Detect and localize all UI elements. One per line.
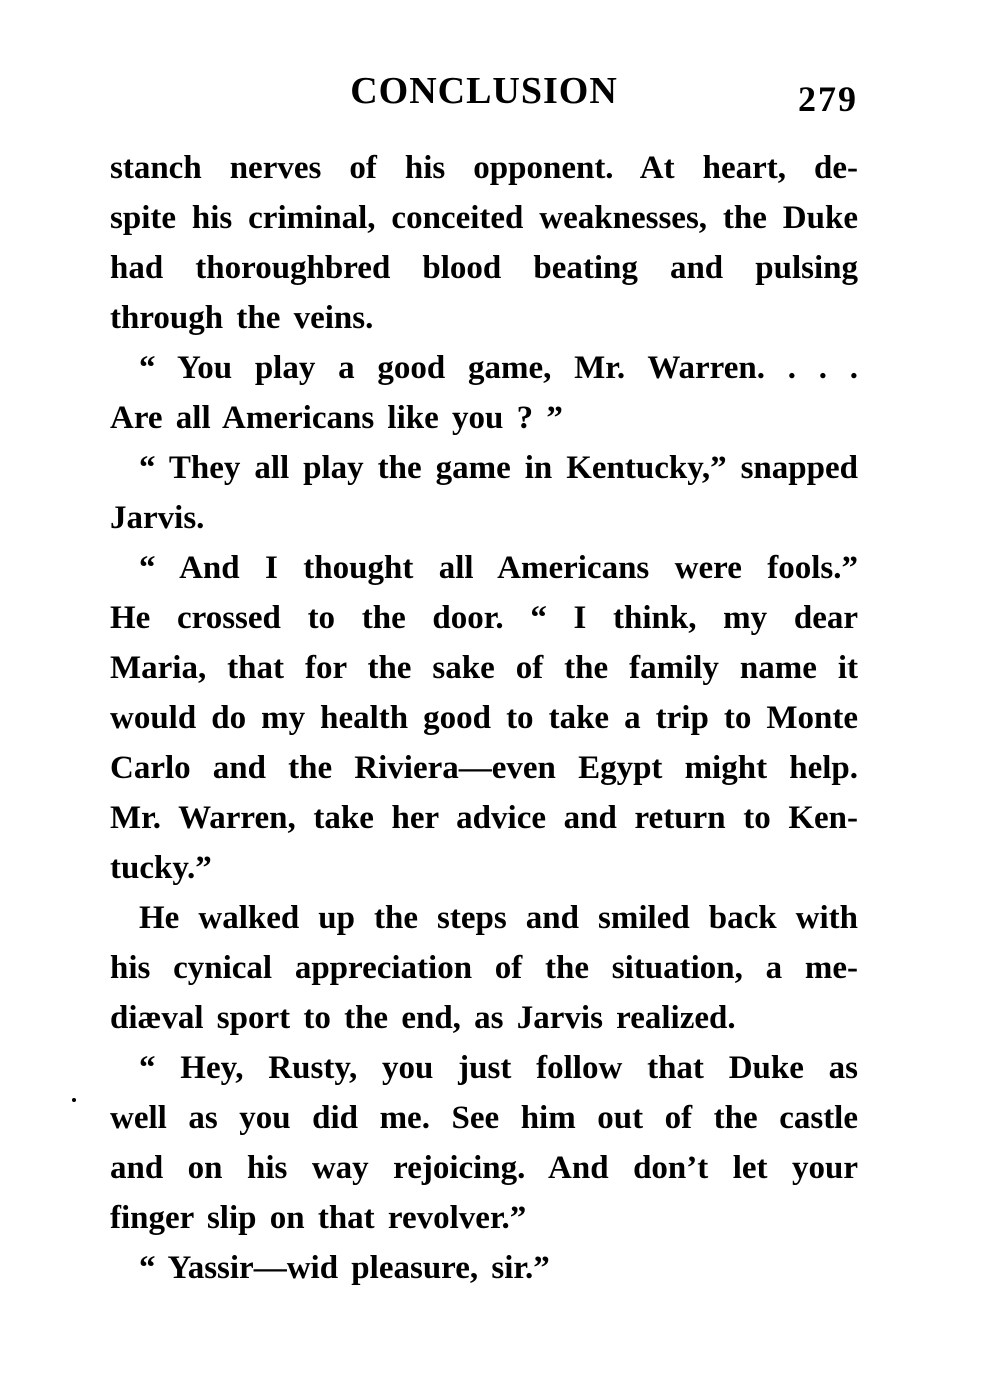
text-line: Maria, that for the sake of the family name it bbox=[110, 650, 858, 686]
text-line: his cynical appreciation of the situation, a me- bbox=[110, 950, 858, 986]
text-line: He crossed to the door. “ I think, my dear bbox=[110, 600, 858, 636]
text-line: “ And I thought all Americans were fools.” bbox=[139, 550, 858, 586]
text-line: well as you did me. See him out of the castle bbox=[110, 1100, 858, 1136]
text-line: would do my health good to take a trip to Monte bbox=[110, 700, 858, 736]
text-line: “ Hey, Rusty, you just follow that Duke as bbox=[139, 1050, 858, 1086]
text-line: and on his way rejoicing. And don’t let your bbox=[110, 1150, 858, 1186]
text-line: Jarvis. bbox=[110, 500, 205, 536]
page-body bbox=[110, 143, 858, 1293]
text-line: through the veins. bbox=[110, 300, 374, 336]
running-header bbox=[110, 69, 858, 119]
text-line: stanch nerves of his opponent. At heart, de- bbox=[110, 150, 858, 186]
text-line: Mr. Warren, take her advice and return to Ken- bbox=[110, 800, 858, 836]
text-line: Are all Americans like you ? ” bbox=[110, 400, 563, 436]
text-line: “ Yassir—wid pleasure, sir.” bbox=[139, 1250, 550, 1286]
page-number: 279 bbox=[798, 79, 858, 119]
text-line: finger slip on that revolver.” bbox=[110, 1200, 527, 1236]
text-line: “ You play a good game, Mr. Warren. . . . bbox=[139, 350, 858, 386]
text-line: Carlo and the Riviera—even Egypt might help. bbox=[110, 750, 858, 786]
scan-speck-artifact bbox=[72, 1098, 76, 1102]
chapter-title: CONCLUSION bbox=[350, 70, 618, 112]
text-line: diæval sport to the end, as Jarvis realized. bbox=[110, 1000, 736, 1036]
text-line: tucky.” bbox=[110, 850, 212, 886]
text-line: had thoroughbred blood beating and pulsing bbox=[110, 250, 858, 286]
text-line: He walked up the steps and smiled back with bbox=[139, 900, 858, 936]
text-line: “ They all play the game in Kentucky,” snapped bbox=[139, 450, 858, 486]
text-line: spite his criminal, conceited weaknesses, the Duke bbox=[110, 200, 858, 236]
